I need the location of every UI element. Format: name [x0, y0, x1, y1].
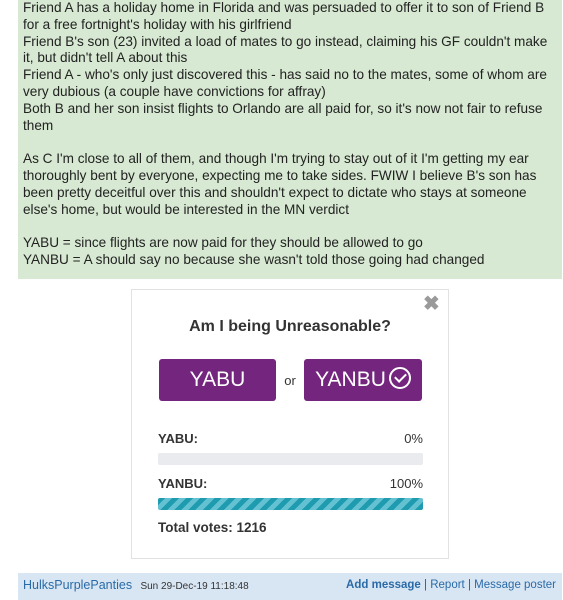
result-bar-fill-yanbu — [158, 498, 423, 510]
result-bar-yabu — [158, 453, 423, 465]
yabu-button-label: YABU — [189, 368, 246, 391]
total-votes: Total votes: 1216 — [158, 520, 267, 535]
post-body — [18, 0, 562, 279]
add-message-link[interactable]: Add message — [346, 579, 421, 591]
check-circle-icon — [389, 367, 411, 389]
post-paragraph: Friend A - who's only just discovered this - has said no to the mates, some of whom are very dubious (a couple have convictions for affray) — [23, 67, 547, 99]
post-actions — [346, 573, 556, 597]
poll-widget — [131, 289, 449, 559]
message-poster-link[interactable]: Message poster — [474, 579, 556, 591]
result-label-yanbu: YANBU: — [158, 476, 208, 491]
close-icon[interactable]: ✖ — [423, 293, 440, 315]
post-date: Sun 29-Dec-19 11:18:48 — [140, 581, 249, 592]
yanbu-button[interactable] — [304, 359, 422, 401]
result-label-yabu: YABU: — [158, 431, 198, 446]
report-link[interactable]: Report — [430, 579, 465, 591]
author-link[interactable]: HulksPurplePanties — [23, 578, 133, 592]
yabu-button[interactable] — [159, 359, 276, 401]
post-paragraph: Both B and her son insist flights to Orlando are all paid for, so it's now not fair to refuse them — [23, 100, 543, 133]
separator: | — [467, 579, 471, 591]
result-percent-yabu: 0% — [404, 431, 423, 446]
post-paragraph: YANBU = A should say no because she wasn't told those going had changed — [23, 251, 485, 267]
post-paragraph: Friend B's son (23) invited a load of mates to go instead, claiming his GF couldn't make it, but didn't tell A about this — [23, 33, 548, 66]
result-percent-yanbu: 100% — [389, 476, 423, 491]
result-bar-yanbu — [158, 498, 423, 510]
post-paragraph: YABU = since flights are now paid for they should be allowed to go — [23, 235, 423, 251]
post-footer — [18, 573, 562, 600]
poll-title: Am I being Unreasonable? — [189, 318, 391, 335]
post-paragraph: As C I'm close to all of them, and though I'm trying to stay out of it I'm getting my ear thoroughly bent by everyone, expecting me to take sides. FWIW I believe B's son has been pretty deceitful over this and shouldn't expect to dictate who stays at someone else's home, but would be interested in the MN verdict — [23, 151, 537, 217]
post-paragraph: Friend A has a holiday home in Florida and was persuaded to offer it to son of Friend B for a free fortnight's holiday with his girlfriend — [23, 0, 545, 32]
separator: | — [424, 579, 428, 591]
or-text: or — [284, 373, 296, 388]
yanbu-button-label: YANBU — [315, 368, 386, 391]
